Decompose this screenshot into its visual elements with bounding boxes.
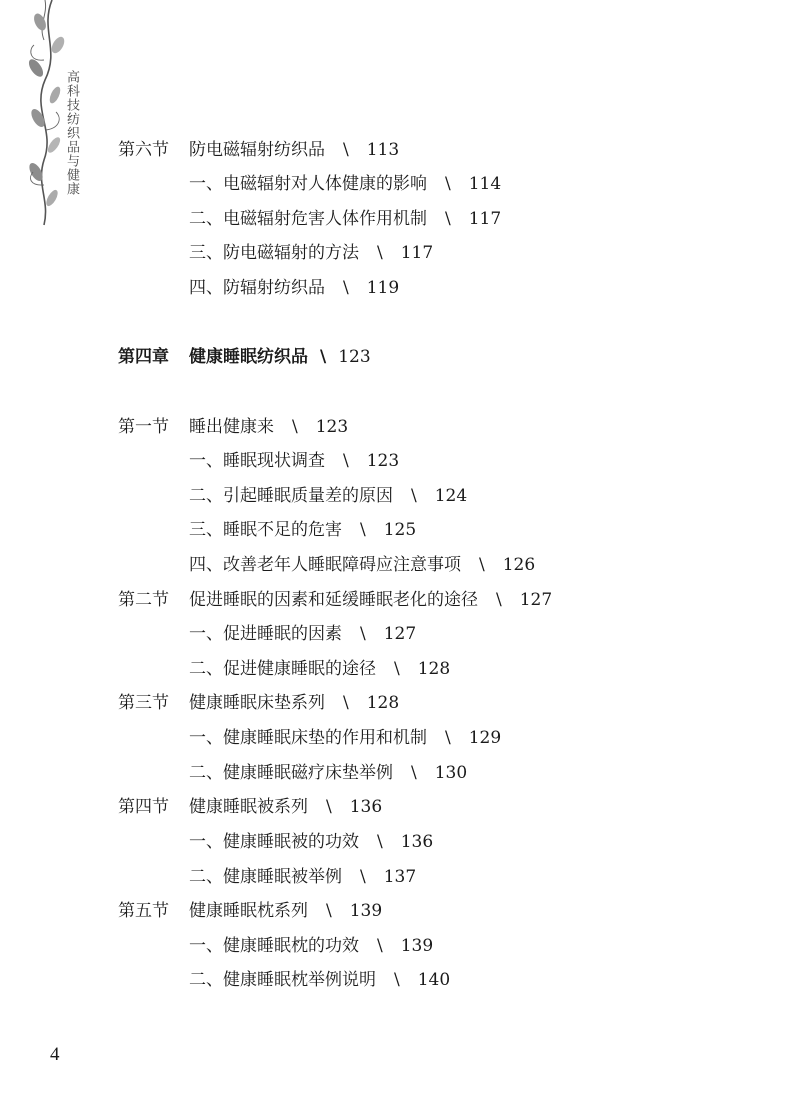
- entry-page: 117: [468, 209, 502, 229]
- entry-page: 130: [434, 763, 468, 783]
- chapter-entry[interactable]: [118, 346, 371, 368]
- entry-page: 137: [383, 867, 417, 887]
- entry-title: 健康睡眠枕系列: [189, 901, 308, 921]
- separator: \: [343, 693, 349, 713]
- separator: \: [445, 728, 451, 748]
- separator: \: [479, 555, 485, 575]
- toc-entry[interactable]: [189, 623, 416, 645]
- entry-page: 123: [315, 417, 349, 437]
- entry-title: 三、睡眠不足的危害: [189, 520, 342, 540]
- entry-title: 二、健康睡眠被举例: [189, 867, 342, 887]
- separator: \: [360, 624, 366, 644]
- entry-page: 139: [349, 901, 383, 921]
- entry-title: 一、睡眠现状调查: [189, 451, 325, 471]
- separator: \: [343, 451, 349, 471]
- entry-title: 二、健康睡眠磁疗床垫举例: [189, 763, 393, 783]
- entry-page: 129: [468, 728, 502, 748]
- entry-title: 促进睡眠的因素和延缓睡眠老化的途径: [189, 590, 478, 610]
- toc-entry[interactable]: [189, 762, 467, 784]
- section-label: 第六节: [118, 140, 169, 160]
- separator: \: [377, 243, 383, 263]
- entry-title: 二、健康睡眠枕举例说明: [189, 970, 376, 990]
- separator: \: [394, 970, 400, 990]
- separator: \: [496, 590, 502, 610]
- separator: \: [360, 520, 366, 540]
- entry-title: 一、电磁辐射对人体健康的影响: [189, 174, 427, 194]
- entry-title: 健康睡眠床垫系列: [189, 693, 325, 713]
- section-label: 第一节: [118, 417, 169, 437]
- toc-entry[interactable]: [189, 173, 501, 195]
- entry-title: 一、健康睡眠床垫的作用和机制: [189, 728, 427, 748]
- entry-page: 136: [349, 797, 383, 817]
- entry-title: 一、健康睡眠枕的功效: [189, 936, 359, 956]
- chapter-label: 第四章: [118, 347, 169, 367]
- section-label: 第五节: [118, 901, 169, 921]
- toc-entry[interactable]: [189, 519, 416, 541]
- toc-entry[interactable]: [189, 277, 399, 299]
- entry-title: 二、促进健康睡眠的途径: [189, 659, 376, 679]
- page-number: 4: [50, 1044, 60, 1065]
- toc-entry[interactable]: [189, 485, 467, 507]
- entry-title: 防电磁辐射纺织品: [189, 140, 325, 160]
- separator: \: [292, 417, 298, 437]
- entry-title: 健康睡眠被系列: [189, 797, 308, 817]
- entry-title: 睡出健康来: [189, 417, 274, 437]
- entry-page: 123: [338, 347, 371, 367]
- entry-page: 140: [417, 970, 451, 990]
- entry-title: 四、防辐射纺织品: [189, 278, 325, 298]
- separator: \: [360, 867, 366, 887]
- toc-entry[interactable]: [189, 866, 416, 888]
- separator: \: [343, 140, 349, 160]
- entry-page: 127: [383, 624, 417, 644]
- separator: \: [377, 936, 383, 956]
- entry-title: 一、促进睡眠的因素: [189, 624, 342, 644]
- toc-entry[interactable]: [189, 208, 501, 230]
- toc-entry[interactable]: [118, 416, 348, 438]
- separator: \: [394, 659, 400, 679]
- section-label: 第二节: [118, 590, 169, 610]
- entry-title: 三、防电磁辐射的方法: [189, 243, 359, 263]
- entry-page: 124: [434, 486, 468, 506]
- entry-title: 一、健康睡眠被的功效: [189, 832, 359, 852]
- series-title: 高科技纺织品与健康: [64, 70, 79, 196]
- toc-entry[interactable]: [189, 727, 501, 749]
- section-label: 第三节: [118, 693, 169, 713]
- separator: \: [411, 486, 417, 506]
- separator: \: [320, 347, 327, 367]
- separator: \: [445, 174, 451, 194]
- chapter-title: 健康睡眠纺织品: [189, 347, 308, 367]
- separator: \: [343, 278, 349, 298]
- toc-entry[interactable]: [189, 450, 399, 472]
- entry-page: 123: [366, 451, 400, 471]
- entry-page: 119: [366, 278, 400, 298]
- toc-entry[interactable]: [189, 554, 535, 576]
- entry-page: 128: [366, 693, 400, 713]
- entry-page: 117: [400, 243, 434, 263]
- entry-page: 114: [468, 174, 502, 194]
- separator: \: [411, 763, 417, 783]
- entry-page: 125: [383, 520, 417, 540]
- entry-page: 127: [519, 590, 553, 610]
- entry-title: 二、引起睡眠质量差的原因: [189, 486, 393, 506]
- toc-entry[interactable]: [189, 658, 450, 680]
- toc-entry[interactable]: [189, 242, 433, 264]
- separator: \: [445, 209, 451, 229]
- section-label: 第四节: [118, 797, 169, 817]
- entry-page: 136: [400, 832, 434, 852]
- entry-page: 113: [366, 140, 400, 160]
- separator: \: [326, 901, 332, 921]
- toc-entry[interactable]: [118, 900, 382, 922]
- separator: \: [377, 832, 383, 852]
- toc-entry[interactable]: [189, 935, 433, 957]
- toc-entry[interactable]: [118, 139, 399, 161]
- entry-title: 二、电磁辐射危害人体作用机制: [189, 209, 427, 229]
- toc-entry[interactable]: [189, 831, 433, 853]
- toc-entry[interactable]: [189, 969, 450, 991]
- toc-entry[interactable]: [118, 796, 382, 818]
- toc-entry[interactable]: [118, 589, 552, 611]
- separator: \: [326, 797, 332, 817]
- toc-entry[interactable]: [118, 692, 399, 714]
- entry-title: 四、改善老年人睡眠障碍应注意事项: [189, 555, 461, 575]
- entry-page: 139: [400, 936, 434, 956]
- entry-page: 126: [502, 555, 536, 575]
- entry-page: 128: [417, 659, 451, 679]
